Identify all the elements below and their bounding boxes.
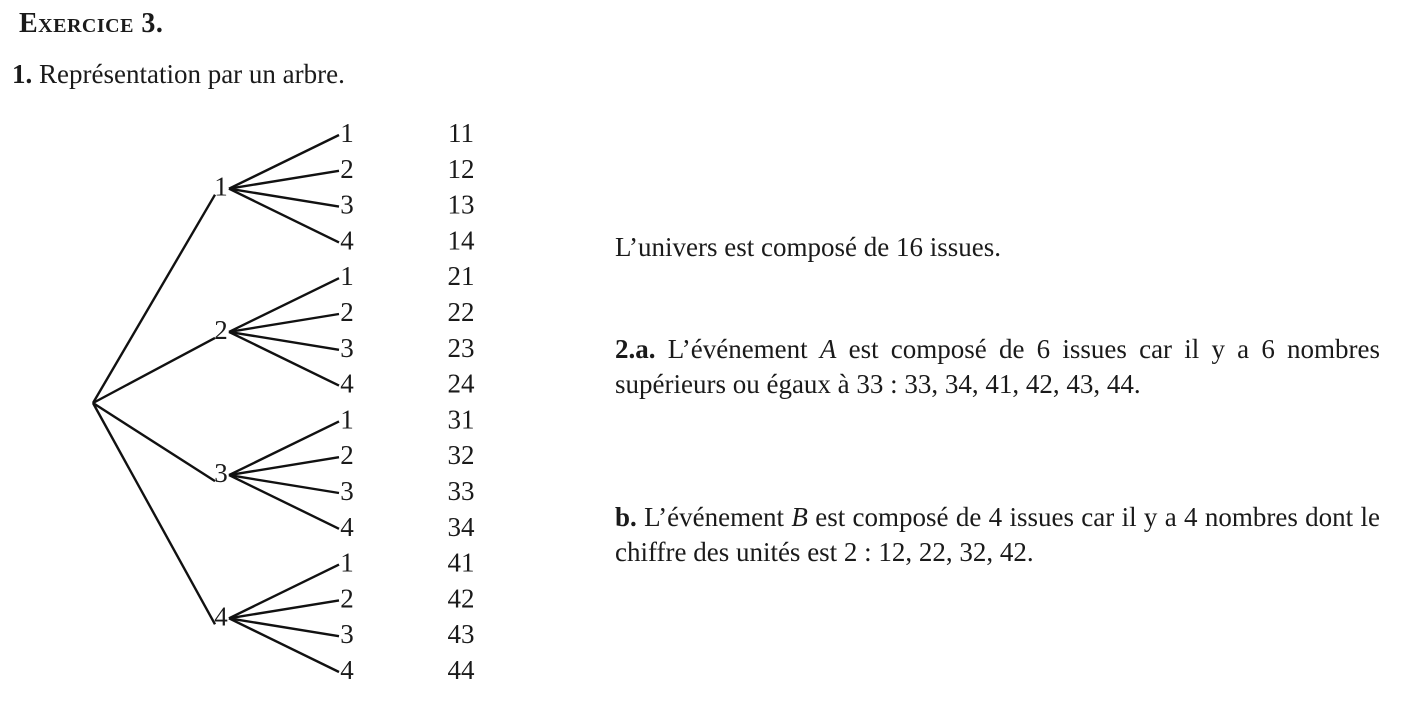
answer-2b-number: b. — [615, 502, 637, 532]
outcome-11: 11 — [448, 118, 474, 148]
event-a-symbol: A — [819, 334, 837, 364]
leaf-1-2: 2 — [340, 153, 354, 184]
outcome-22: 22 — [447, 297, 475, 327]
outcome-43: 43 — [447, 619, 475, 650]
outcome-31: 31 — [447, 404, 475, 435]
outcome-23: 23 — [447, 332, 475, 363]
leaf-4-1: 1 — [340, 547, 354, 578]
leaf-2-3: 3 — [340, 332, 354, 363]
outcome-34: 34 — [447, 511, 475, 542]
leaf-4-2: 2 — [340, 583, 354, 614]
answer-2b-text: est composé de 4 issues car il y a 4 nombres dont le chiffre des unités est 2 : 12, 22, 32, 42. — [615, 502, 1380, 567]
leaf-1-3: 3 — [340, 189, 354, 220]
question-1-number: 1. — [12, 59, 33, 89]
leaf-2-4: 4 — [340, 368, 354, 399]
outcome-13: 13 — [447, 189, 475, 220]
outcome-44: 44 — [447, 655, 475, 685]
leaf-2-1: 1 — [340, 261, 354, 292]
outcome-21: 21 — [447, 261, 475, 292]
branch-root-to-3 — [93, 403, 215, 481]
leaf-1-4: 4 — [340, 225, 354, 256]
leaf-3-3: 3 — [340, 476, 354, 506]
branch-root-to-4 — [93, 403, 215, 624]
node-4: 4 — [214, 601, 228, 632]
answer-2b — [615, 500, 1380, 570]
universe-statement: L’univers est composé de 16 issues. — [615, 232, 1001, 262]
outcome-32: 32 — [447, 440, 475, 471]
leaf-2-2: 2 — [340, 297, 354, 327]
outcome-33: 33 — [447, 476, 475, 506]
node-2: 2 — [214, 314, 228, 345]
answer-2a-text: est composé de 6 issues car il y a 6 nombres supérieurs ou égaux à 33 : 33, 34, 41, 42, 43, 44. — [615, 334, 1381, 399]
node-3: 3 — [214, 458, 228, 489]
answer-2a — [615, 332, 1380, 402]
leaf-4-4: 4 — [340, 655, 354, 685]
outcome-41: 41 — [447, 547, 475, 578]
leaf-1-1: 1 — [340, 118, 354, 148]
outcome-12: 12 — [447, 153, 475, 184]
probability-tree — [0, 0, 560, 708]
event-b-symbol: B — [791, 502, 808, 532]
answer-2b-pre: L’événement — [644, 502, 785, 532]
leaf-3-1: 1 — [340, 404, 354, 435]
exercise-title: Exercice 3. — [19, 8, 164, 39]
outcome-42: 42 — [447, 583, 475, 614]
question-1-text: Représentation par un arbre. — [39, 59, 345, 89]
node-1: 1 — [214, 171, 228, 202]
outcome-14: 14 — [447, 225, 475, 256]
answer-2a-pre: L’événement — [667, 334, 808, 364]
leaf-3-4: 4 — [340, 511, 354, 542]
leaf-3-2: 2 — [340, 440, 354, 471]
outcome-24: 24 — [447, 368, 475, 399]
leaf-4-3: 3 — [340, 619, 354, 650]
answer-2a-number: 2.a. — [615, 334, 656, 364]
